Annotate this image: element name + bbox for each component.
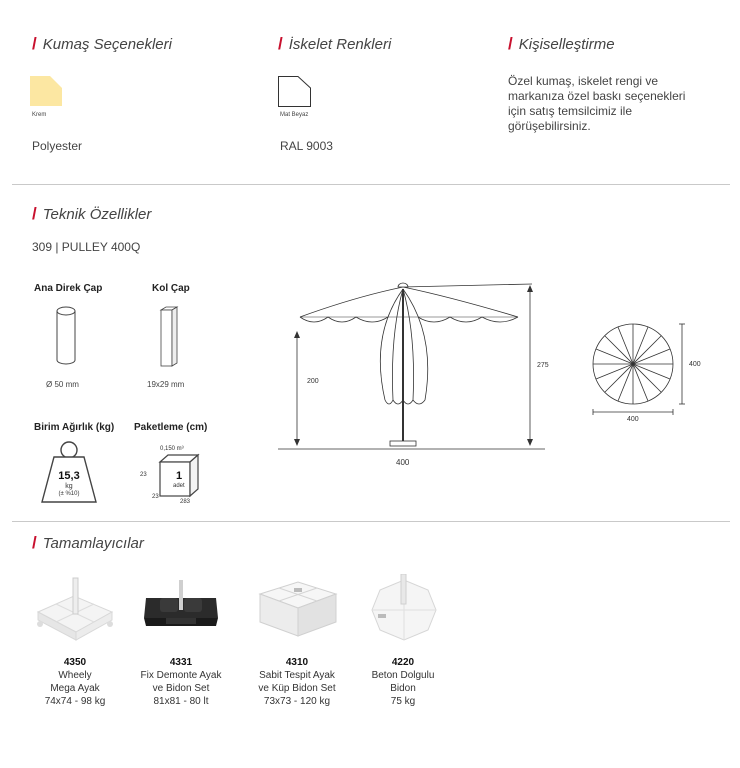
arm-value: 19x29 mm [147,380,185,389]
accessories-title: / Tamamlayıcılar [32,533,144,552]
fabric-title: / Kumaş Seçenekleri [32,34,172,53]
accessory-spec: 73x73 - 120 kg [263,696,331,707]
accessory-image-4331 [138,574,224,646]
height-max-label: 275 [537,362,549,369]
frame-swatch-label: Mat Beyaz [280,112,309,118]
accessory-spec: 81x81 - 80 lt [153,696,209,707]
weight-label: Birim Ağırlık (kg) [34,422,115,433]
top-view-depth-label: 400 [689,361,701,368]
accessory-line: Beton Dolgulu [371,670,435,681]
divider [12,184,730,185]
accessory-line: Wheely [58,670,92,681]
packaging-count-unit: adet [173,483,185,489]
accessory-code: 4220 [391,657,415,668]
arm-label: Kol Çap [152,283,190,294]
accessory-line: Mega Ayak [50,683,100,694]
accessory-image-4350 [32,574,118,646]
weight-value: 15,3 [58,470,80,482]
frame-title: / İskelet Renkleri [278,34,392,53]
accessory-item [20,656,130,708]
custom-title: / Kişiselleştirme [508,34,615,53]
accessory-code: 4350 [63,657,87,668]
accessory-line: Bidon [390,683,416,694]
packaging-width: 23 [152,494,159,500]
technical-title: / Teknik Özellikler [32,204,152,223]
frame-swatch [278,76,312,108]
accessory-item [348,656,458,708]
accessory-spec: 75 kg [390,696,416,707]
weight-unit: kg [65,483,73,490]
accessory-line: ve Küp Bidon Set [258,683,336,694]
main-pole-icon [52,306,82,368]
width-label: 400 [396,458,410,467]
fabric-material: Polyester [32,139,83,153]
umbrella-top-view-drawing [588,318,688,418]
accessory-code: 4331 [169,657,193,668]
packaging-label: Paketleme (cm) [134,422,208,433]
divider [12,521,730,522]
fabric-swatch-label: Krem [32,112,47,118]
accessory-image-4310 [254,574,340,646]
custom-text: Özel kumaş, iskelet rengi ve markanıza özel baskı seçenekleri için satış temsilcimiz ile görüşebilirsiniz. [508,74,686,133]
accessory-code: 4310 [285,657,309,668]
top-view-width-label: 400 [627,416,639,423]
accessory-item [126,656,236,708]
accessory-line: ve Bidon Set [152,683,210,694]
packaging-height: 23 [140,472,147,478]
accessory-line: Sabit Tespit Ayak [259,670,335,681]
accessory-spec: 74x74 - 98 kg [44,696,106,707]
umbrella-side-drawing [270,275,555,475]
height-min-label: 200 [307,378,319,385]
accessory-item [242,656,352,708]
weight-tolerance: (± %10) [58,491,80,497]
arm-profile-icon [158,306,182,370]
accessory-line: Fix Demonte Ayak [140,670,222,681]
packaging-volume: 0,150 m³ [160,446,184,452]
fabric-swatch [30,76,64,108]
packaging-count: 1 [176,470,183,482]
accessory-image-4220 [360,574,446,646]
model-name: 309 | PULLEY 400Q [32,240,141,254]
main-pole-value: Ø 50 mm [46,380,79,389]
packaging-length: 283 [180,499,191,505]
frame-code: RAL 9003 [280,139,333,153]
main-pole-label: Ana Direk Çap [34,283,103,294]
